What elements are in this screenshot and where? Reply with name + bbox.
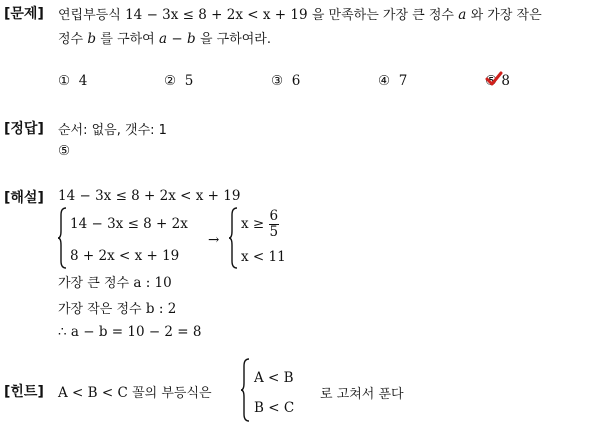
problem-inequality: 14 − 3x ≤ 8 + 2x < x + 19: [125, 7, 308, 23]
hint-system-row-2: B < C: [254, 400, 295, 416]
problem-line-2: [58, 28, 271, 47]
problem-text-6: 을 구하여라.: [199, 32, 271, 47]
explanation-line-1: 14 − 3x ≤ 8 + 2x < x + 19: [58, 188, 241, 204]
hint-brace-icon: [241, 358, 251, 422]
system-right-row-1: [241, 207, 279, 241]
problem-text-4: 정수: [58, 32, 84, 47]
choice-2[interactable]: [164, 73, 193, 89]
choice-mark: ③: [271, 73, 284, 89]
choice-5[interactable]: [485, 73, 510, 89]
problem-text-3: 와 가장 작은: [470, 8, 542, 23]
min-int-line: [58, 298, 176, 317]
problem-var-b: b: [87, 31, 97, 47]
therefore-line: ∴ a − b = 10 − 2 = 8: [58, 324, 202, 340]
choice-value: 7: [398, 73, 408, 89]
answer-line-1: 순서: 없음, 갯수: 1: [58, 123, 167, 138]
choice-mark: ⑤: [485, 73, 498, 89]
answer-line-2: ⑤: [58, 143, 71, 159]
fraction: [269, 209, 280, 240]
checkmark-icon: [485, 71, 503, 87]
choice-4[interactable]: [378, 73, 407, 89]
answer-label: [정답]: [4, 121, 44, 137]
problem-text-2: 을 만족하는 가장 큰 정수: [311, 8, 454, 23]
choice-value: 6: [291, 73, 301, 89]
problem-var-a: a: [458, 7, 467, 23]
choice-mark: ①: [58, 73, 71, 89]
choice-value: 5: [184, 73, 194, 89]
right-system-brace-icon: [229, 207, 239, 269]
system-right-prefix: x ≥: [241, 216, 265, 232]
hint-text: 꼴의 부등식은: [132, 386, 212, 401]
system-left-row-1: 14 − 3x ≤ 8 + 2x: [70, 216, 188, 232]
choice-mark: ②: [164, 73, 177, 89]
choice-1[interactable]: [58, 73, 87, 89]
max-int-value: a : 10: [133, 275, 172, 291]
fraction-denominator: 5: [269, 223, 279, 240]
hint-label: [힌트]: [4, 384, 44, 400]
arrow-icon: →: [208, 232, 220, 248]
left-brace-icon: [58, 207, 68, 269]
system-right-row-2: x < 11: [241, 249, 286, 265]
choice-mark: ④: [378, 73, 391, 89]
problem-label: [문제]: [4, 6, 44, 22]
min-int-text: 가장 작은 정수: [58, 302, 142, 317]
choice-mark-wrap: [485, 73, 497, 89]
hint-math: A < B < C: [58, 385, 128, 401]
choice-value: 4: [78, 73, 88, 89]
problem-expression: a − b: [159, 31, 196, 47]
max-int-line: [58, 272, 172, 291]
hint-text-2: 로 고쳐서 푼다: [320, 387, 404, 402]
problem-text-1: 연립부등식: [58, 8, 121, 23]
explanation-label: [해설]: [4, 190, 44, 206]
choice-value: 8: [501, 73, 510, 89]
fraction-numerator: 6: [269, 207, 279, 224]
problem-text-5: 를 구하여: [100, 32, 155, 47]
hint-system-row-1: A < B: [254, 370, 294, 386]
hint-line: [58, 382, 212, 401]
system-left-row-2: 8 + 2x < x + 19: [70, 248, 180, 264]
choice-3[interactable]: [271, 73, 300, 89]
problem-line-1: [58, 4, 542, 23]
max-int-text: 가장 큰 정수: [58, 276, 130, 291]
min-int-value: b : 2: [145, 301, 177, 317]
